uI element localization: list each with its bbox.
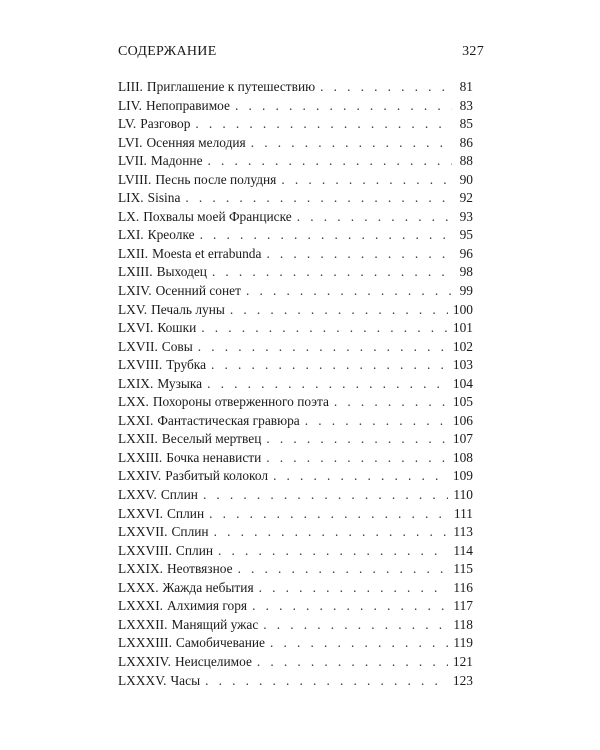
toc-entry-number: LXXXIII. xyxy=(118,635,172,651)
toc-entry-page: 119 xyxy=(453,635,473,651)
toc-entry[interactable] xyxy=(118,302,473,321)
toc-entry[interactable] xyxy=(118,468,473,487)
toc-entry-number: LXVIII. xyxy=(118,357,163,373)
toc-entry-title: Мадонне xyxy=(150,153,203,169)
toc-entry-page: 86 xyxy=(459,134,473,150)
toc-entry-number: LXXII. xyxy=(118,431,158,447)
toc-entry-page: 92 xyxy=(459,190,473,206)
toc-entry-page: 102 xyxy=(452,338,473,354)
toc-dot-leader xyxy=(203,487,448,503)
toc-dot-leader xyxy=(195,116,452,132)
toc-entry[interactable] xyxy=(118,339,473,358)
toc-entry-title: Бочка ненависти xyxy=(166,449,262,465)
toc-entry-number: LIV. xyxy=(118,97,142,113)
toc-entry-number: LVI. xyxy=(118,134,143,150)
toc-entry-number: LXXI. xyxy=(118,412,154,428)
toc-entry-title: Трубка xyxy=(166,357,207,373)
toc-entry-page: 95 xyxy=(459,227,473,243)
toc-dot-leader xyxy=(257,654,448,670)
toc-entry-title: Жажда небытия xyxy=(162,579,254,595)
toc-entry[interactable] xyxy=(118,283,473,302)
toc-entry-number: LXXVII. xyxy=(118,524,168,540)
toc-entry-page: 108 xyxy=(452,449,473,465)
toc-entry[interactable] xyxy=(118,506,473,525)
toc-dot-leader xyxy=(320,79,452,95)
toc-dot-leader xyxy=(263,617,448,633)
toc-dot-leader xyxy=(214,524,449,540)
toc-entry-title: Сплин xyxy=(160,487,198,503)
toc-entry-number: LXV. xyxy=(118,301,148,317)
toc-entry-title: Самобичевание xyxy=(175,635,265,651)
toc-entry-number: LV. xyxy=(118,116,137,132)
toc-entry[interactable] xyxy=(118,450,473,469)
toc-dot-leader xyxy=(297,209,452,225)
toc-dot-leader xyxy=(270,635,448,651)
toc-entry-number: LXXVI. xyxy=(118,505,163,521)
toc-entry-title: Песнь после полудня xyxy=(155,171,277,187)
toc-entry[interactable] xyxy=(118,246,473,265)
toc-entry-number: LXIV. xyxy=(118,283,152,299)
toc-dot-leader xyxy=(266,431,448,447)
toc-entry-number: LXX. xyxy=(118,394,149,410)
toc-entry-title: Осенний сонет xyxy=(155,283,241,299)
toc-dot-leader xyxy=(207,376,448,392)
toc-entry-page: 85 xyxy=(459,116,473,132)
toc-entry-title: Сплин xyxy=(167,505,205,521)
toc-entry-title: Совы xyxy=(161,338,193,354)
toc-entry-number: LXXXII. xyxy=(118,616,168,632)
toc-entry-page: 104 xyxy=(452,375,473,391)
toc-entry-title: Часы xyxy=(170,672,201,688)
toc-entry-number: LIX. xyxy=(118,190,144,206)
toc-entry-number: LXXIX. xyxy=(118,561,163,577)
toc-entry[interactable] xyxy=(118,116,473,135)
toc-entry-title: Moesta et errabunda xyxy=(152,245,262,261)
toc-entry-page: 121 xyxy=(452,653,473,669)
toc-entry-number: LVIII. xyxy=(118,171,152,187)
toc-entry[interactable] xyxy=(118,264,473,283)
page-number: 327 xyxy=(462,44,484,59)
toc-entry[interactable] xyxy=(118,524,473,543)
toc-entry-page: 109 xyxy=(452,468,473,484)
toc-entry-number: LXVII. xyxy=(118,338,158,354)
toc-entry[interactable] xyxy=(118,617,473,636)
toc-entry[interactable] xyxy=(118,79,473,98)
toc-dot-leader xyxy=(273,468,448,484)
toc-entry-title: Манящий ужас xyxy=(171,616,259,632)
toc-entry[interactable] xyxy=(118,209,473,228)
toc-entry[interactable] xyxy=(118,598,473,617)
toc-entry[interactable] xyxy=(118,543,473,562)
toc-entry[interactable] xyxy=(118,320,473,339)
toc-entry-page: 83 xyxy=(459,97,473,113)
toc-entry[interactable] xyxy=(118,673,473,692)
toc-entry-title: Кошки xyxy=(157,320,197,336)
toc-dot-leader xyxy=(334,394,448,410)
toc-entry-page: 107 xyxy=(452,431,473,447)
toc-entry-title: Фантастическая гравюра xyxy=(157,412,300,428)
toc-entry-number: LXXIII. xyxy=(118,449,163,465)
toc-entry-page: 117 xyxy=(453,598,473,614)
toc-dot-leader xyxy=(185,190,452,206)
toc-entry-page: 110 xyxy=(453,487,473,503)
toc-entry-page: 116 xyxy=(453,579,473,595)
toc-entry[interactable] xyxy=(118,98,473,117)
toc-dot-leader xyxy=(208,153,452,169)
toc-entry-number: LXIII. xyxy=(118,264,153,280)
toc-entry-page: 118 xyxy=(453,616,473,632)
toc-entry-title: Печаль луны xyxy=(151,301,225,317)
toc-dot-leader xyxy=(238,561,449,577)
toc-dot-leader xyxy=(218,543,448,559)
toc-entry-number: LXXXV. xyxy=(118,672,167,688)
toc-entry-title: Алхимия горя xyxy=(167,598,248,614)
toc-entry-page: 88 xyxy=(459,153,473,169)
toc-entry-title: Непоправимое xyxy=(145,97,230,113)
toc-entry-title: Креолке xyxy=(147,227,195,243)
toc-entry-page: 111 xyxy=(453,505,473,521)
toc-entry-title: Разбитый колокол xyxy=(165,468,269,484)
toc-entry[interactable] xyxy=(118,580,473,599)
toc-entry-page: 103 xyxy=(452,357,473,373)
toc-entry[interactable] xyxy=(118,394,473,413)
toc-entry-title: Разговор xyxy=(140,116,191,132)
toc-entry-page: 99 xyxy=(459,283,473,299)
toc-entry-number: LIII. xyxy=(118,79,143,94)
toc-entry-page: 100 xyxy=(452,301,473,317)
toc-entry-title: Неотвязное xyxy=(167,561,233,577)
toc-dot-leader xyxy=(211,357,448,373)
toc-entry[interactable] xyxy=(118,227,473,246)
toc-entry[interactable] xyxy=(118,357,473,376)
toc-entry-number: LXVI. xyxy=(118,320,154,336)
toc-entry-number: LXXXIV. xyxy=(118,653,171,669)
toc-entry-page: 90 xyxy=(459,171,473,187)
section-title: СОДЕРЖАНИЕ xyxy=(118,44,217,59)
toc-entry-title: Осенняя мелодия xyxy=(146,134,246,150)
toc-entry[interactable] xyxy=(118,654,473,673)
toc-entry[interactable] xyxy=(118,561,473,580)
toc-entry-page: 106 xyxy=(452,412,473,428)
toc-entry-title: Сплин xyxy=(171,524,209,540)
toc-entry-page: 93 xyxy=(459,208,473,224)
toc-dot-leader xyxy=(246,283,452,299)
toc-entry-number: LXII. xyxy=(118,245,149,261)
toc-dot-leader xyxy=(230,302,448,318)
toc-entry-title: Музыка xyxy=(157,375,203,391)
toc-dot-leader xyxy=(266,246,452,262)
toc-entry-page: 81 xyxy=(459,79,473,94)
toc-entry[interactable] xyxy=(118,376,473,395)
toc-dot-leader xyxy=(212,264,452,280)
toc-dot-leader xyxy=(198,339,448,355)
toc-dot-leader xyxy=(200,227,452,243)
toc-entry-page: 105 xyxy=(452,394,473,410)
toc-entry-page: 98 xyxy=(459,264,473,280)
toc-entry-page: 113 xyxy=(453,524,473,540)
toc-entry[interactable] xyxy=(118,190,473,209)
toc-entry-number: LXXXI. xyxy=(118,598,163,614)
toc-dot-leader xyxy=(259,580,449,596)
toc-entry-page: 123 xyxy=(452,672,473,688)
toc-entry-number: LXXIV. xyxy=(118,468,162,484)
toc-entry[interactable] xyxy=(118,135,473,154)
toc-entry-number: LXXVIII. xyxy=(118,542,172,558)
toc-entry-number: LXXV. xyxy=(118,487,157,503)
toc-dot-leader xyxy=(205,673,448,689)
toc-entry-title: Веселый мертвец xyxy=(161,431,262,447)
toc-entry-number: LXXX. xyxy=(118,579,159,595)
toc-entry-number: LVII. xyxy=(118,153,147,169)
toc-entry[interactable] xyxy=(118,431,473,450)
toc-dot-leader xyxy=(201,320,448,336)
toc-entry-title: Выходец xyxy=(156,264,207,280)
toc-dot-leader xyxy=(305,413,448,429)
toc-dot-leader xyxy=(266,450,448,466)
toc-dot-leader xyxy=(251,135,452,151)
toc-entry-title: Сплин xyxy=(175,542,214,558)
running-head xyxy=(118,44,484,64)
toc-entry-page: 115 xyxy=(453,561,473,577)
toc-entry-page: 101 xyxy=(452,320,473,336)
toc-entry[interactable] xyxy=(118,413,473,432)
toc-entry[interactable] xyxy=(118,172,473,191)
toc-entry-title: Неисцелимое xyxy=(174,653,252,669)
toc-entry[interactable] xyxy=(118,153,473,172)
toc-dot-leader xyxy=(235,98,452,114)
toc-entry-number: LXI. xyxy=(118,227,144,243)
toc-dot-leader xyxy=(281,172,452,188)
toc-entry-page: 114 xyxy=(453,542,473,558)
toc-entry-number: LXIX. xyxy=(118,375,154,391)
toc-dot-leader xyxy=(252,598,448,614)
toc-entry[interactable] xyxy=(118,635,473,654)
toc-entry-page: 96 xyxy=(459,245,473,261)
toc-entry-number: LX. xyxy=(118,208,140,224)
toc-entry-title: Похороны отверженного поэта xyxy=(152,394,329,410)
table-of-contents xyxy=(118,79,473,691)
toc-entry-title: Sisina xyxy=(147,190,181,206)
toc-entry-title: Приглашение к путешествию xyxy=(146,79,316,94)
toc-dot-leader xyxy=(209,506,449,522)
toc-entry[interactable] xyxy=(118,487,473,506)
toc-entry-title: Похвалы моей Франциске xyxy=(143,208,292,224)
